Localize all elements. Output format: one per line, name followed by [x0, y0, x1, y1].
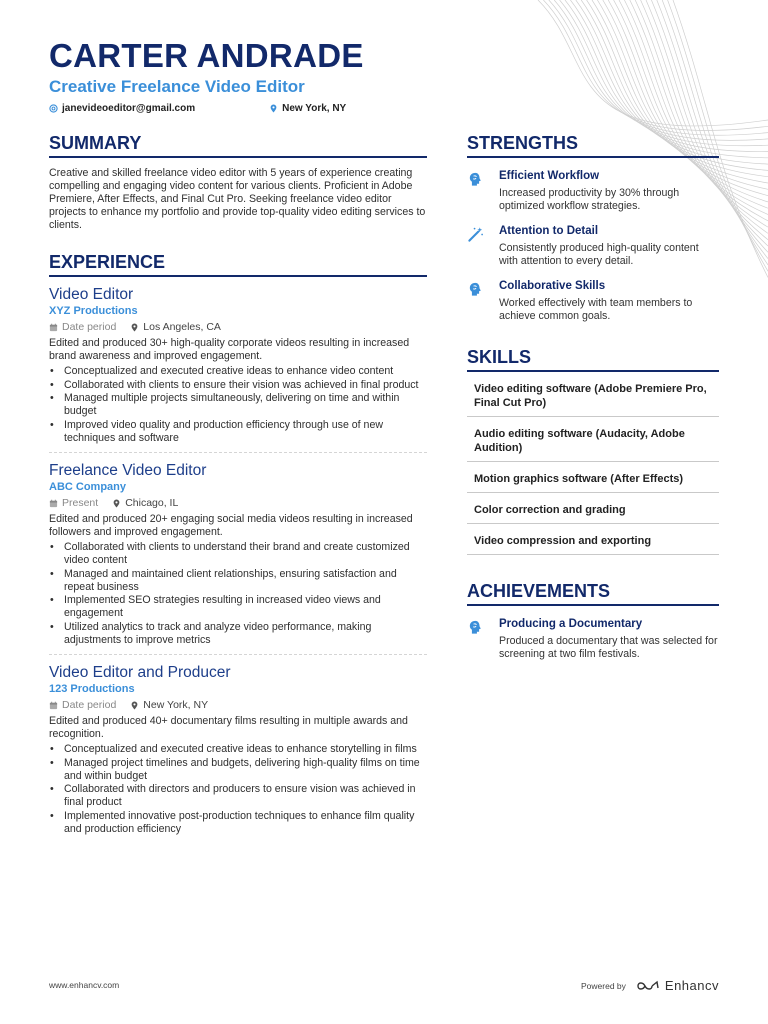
location-text: New York, NY — [282, 103, 347, 114]
calendar-icon — [49, 701, 58, 710]
company-name: XYZ Productions — [49, 305, 138, 317]
email-contact[interactable] — [49, 103, 195, 114]
job-bullet: • Managed multiple projects simultaneously, delivering on time and within budget — [49, 392, 427, 418]
job-entry — [49, 277, 427, 453]
skill-list — [467, 372, 719, 555]
skill-label: Color correction and grading — [467, 493, 719, 524]
experience-heading: EXPERIENCE — [49, 252, 427, 277]
footer-website-link[interactable]: www.enhancv.com — [49, 980, 120, 990]
job-location — [112, 497, 178, 509]
page-footer — [49, 978, 719, 992]
item-title: Efficient Workflow — [499, 170, 600, 182]
job-location-text: New York, NY — [143, 699, 209, 711]
calendar-icon — [49, 499, 58, 508]
at-sign-icon — [49, 104, 58, 113]
map-pin-icon — [269, 104, 278, 113]
job-meta — [49, 699, 427, 711]
strength-item — [467, 225, 719, 268]
powered-by — [581, 978, 719, 993]
item-description: Worked effectively with team members to achieve common goals. — [499, 297, 693, 322]
job-date — [49, 321, 116, 333]
job-bullet: • Collaborated with clients to understand their brand and create customized video content — [49, 541, 427, 567]
job-bullet: • Implemented SEO strategies resulting in increased video views and engagement — [49, 594, 427, 620]
skill-item — [467, 524, 719, 555]
item-title: Producing a Documentary — [499, 618, 643, 630]
brand-name: Enhancv — [664, 978, 719, 993]
skill-label: Video compression and exporting — [467, 524, 719, 555]
job-date-text: Date period — [62, 321, 117, 333]
strength-list — [467, 170, 719, 323]
job-date-text: Date period — [62, 699, 117, 711]
job-title: Video Editor and Producer — [49, 664, 231, 681]
job-list — [49, 277, 427, 843]
email-text: janevideoeditor@gmail.com — [62, 103, 196, 114]
item-description: Consistently produced high-quality content with attention to every detail. — [499, 242, 699, 267]
item-description: Increased productivity by 30% through optimized workflow strategies. — [499, 187, 680, 212]
job-bullet-list — [49, 365, 427, 445]
brain-icon — [467, 618, 487, 661]
skill-label: Motion graphics software (After Effects) — [467, 462, 719, 493]
enhancv-logo-icon — [636, 980, 660, 992]
powered-by-label: Powered by — [581, 980, 626, 991]
strengths-heading: STRENGTHS — [467, 133, 719, 158]
job-date — [49, 497, 98, 509]
strengths-section — [467, 133, 719, 323]
left-column — [49, 133, 427, 843]
job-location-text: Chicago, IL — [125, 497, 179, 509]
skills-section — [467, 347, 719, 555]
skill-item — [467, 417, 719, 462]
job-bullet: • Collaborated with directors and producers to ensure vision was achieved in final product — [49, 783, 427, 809]
experience-section — [49, 252, 427, 843]
achievement-item — [467, 618, 719, 661]
map-pin-icon — [130, 701, 139, 710]
skill-item — [467, 462, 719, 493]
job-bullet: • Managed project timelines and budgets, delivering high-quality films on time and within budget — [49, 757, 427, 783]
job-bullet: • Improved video quality and production efficiency through use of new techniques and software — [49, 419, 427, 445]
map-pin-icon — [112, 499, 121, 508]
job-location — [130, 321, 221, 333]
item-description: Produced a documentary that was selected for screening at two film festivals. — [499, 635, 718, 660]
brand-logo[interactable] — [636, 978, 719, 993]
achievement-list — [467, 618, 719, 661]
resume-header — [49, 38, 364, 114]
job-date-text: Present — [62, 497, 99, 509]
skill-item — [467, 493, 719, 524]
summary-text: Creative and skilled freelance video editor with 5 years of experience creating compelling and engaging video content for various clients. Proficient in Adobe Premiere, After Effects, and Final Cut Pro. Seeking freelance video editor projects to enhance my portfolio and provide top-quality video editing services to clients. — [49, 167, 426, 231]
job-bullet: • Managed and maintained client relationships, ensuring satisfaction and repeat business — [49, 568, 427, 594]
strength-item — [467, 170, 719, 213]
strength-item — [467, 280, 719, 323]
job-bullet-list — [49, 541, 427, 647]
summary-heading: SUMMARY — [49, 133, 427, 158]
contact-info — [49, 103, 364, 114]
job-bullet: • Conceptualized and executed creative ideas to enhance video content — [49, 365, 427, 378]
item-title: Collaborative Skills — [499, 280, 606, 292]
calendar-icon — [49, 323, 58, 332]
skill-label: Audio editing software (Audacity, Adobe Audition) — [467, 417, 719, 462]
job-description: Edited and produced 20+ engaging social media videos resulting in increased followers and improved engagement. — [49, 513, 413, 538]
achievements-heading: ACHIEVEMENTS — [467, 581, 719, 606]
company-name: ABC Company — [49, 481, 127, 493]
job-location — [130, 699, 208, 711]
job-description: Edited and produced 30+ high-quality corporate videos resulting in increased brand awareness and improved engagement. — [49, 337, 410, 362]
job-meta — [49, 497, 427, 509]
job-bullet: • Utilized analytics to track and analyze video performance, making adjustments to improve metrics — [49, 621, 427, 647]
job-title: Freelance Video Editor — [49, 462, 207, 479]
job-bullet: • Implemented innovative post-production techniques to enhance film quality and production efficiency — [49, 810, 427, 836]
achievements-section — [467, 581, 719, 661]
map-pin-icon — [130, 323, 139, 332]
job-location-text: Los Angeles, CA — [143, 321, 221, 333]
magic-wand-icon — [467, 225, 487, 268]
brain-icon — [467, 280, 487, 323]
right-column — [467, 133, 719, 661]
job-title: Video Editor — [49, 286, 134, 303]
job-bullet-list — [49, 743, 427, 836]
job-bullet: • Conceptualized and executed creative ideas to enhance storytelling in films — [49, 743, 427, 756]
candidate-title: Creative Freelance Video Editor — [49, 77, 305, 96]
summary-section — [49, 133, 427, 232]
location-contact — [269, 103, 346, 114]
job-entry — [49, 655, 427, 843]
skills-heading: SKILLS — [467, 347, 719, 372]
candidate-name: CARTER ANDRADE — [49, 37, 364, 74]
item-title: Attention to Detail — [499, 225, 599, 237]
company-name: 123 Productions — [49, 683, 135, 695]
job-entry — [49, 453, 427, 655]
job-bullet: • Collaborated with clients to ensure their vision was achieved in final product — [49, 379, 427, 392]
job-meta — [49, 321, 427, 333]
job-description: Edited and produced 40+ documentary films resulting in multiple awards and recognition. — [49, 715, 408, 740]
job-date — [49, 699, 116, 711]
skill-label: Video editing software (Adobe Premiere Pro, Final Cut Pro) — [467, 372, 719, 417]
brain-icon — [467, 170, 487, 213]
skill-item — [467, 372, 719, 417]
